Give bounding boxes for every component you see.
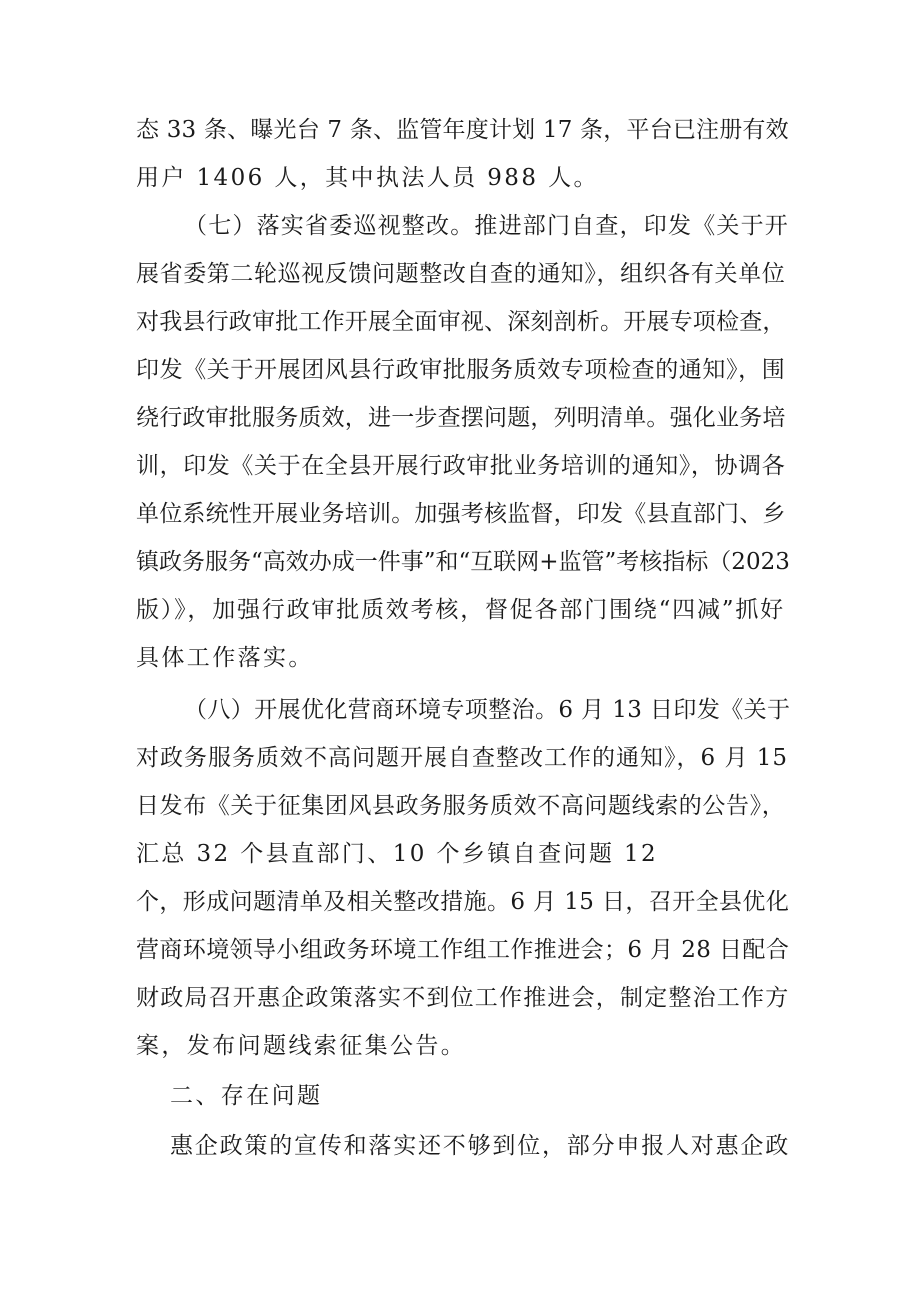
text-line-10: 镇政务服务“高效办成一件事”和“互联网+监管”考核指标（2023 <box>136 549 790 575</box>
text-line-4: 展省委第二轮巡视反馈问题整改自查的通知》，组织各有关单位 <box>136 261 786 287</box>
text-line-9: 单位系统性开展业务培训。加强考核监督，印发《县直部门、乡 <box>136 501 786 527</box>
text-line-18: 营商环境领导小组政务环境工作组工作推进会；6 月 28 日配合 <box>136 937 790 963</box>
section-7-heading-line: （七）落实省委巡视整改。推进部门自查，印发《关于开 <box>184 213 789 239</box>
text-line-19: 财政局召开惠企政策落实不到位工作推进会，制定整治工作方 <box>136 985 790 1011</box>
text-line-7: 绕行政审批服务质效，进一步查摆问题，列明清单。强化业务培 <box>136 405 786 431</box>
text-line-11: 版）》，加强行政审批质效考核，督促各部门围绕“四减”抓好 <box>136 597 785 623</box>
section-2-title: 二、存在问题 <box>170 1083 323 1109</box>
text-line-20: 案，发布问题线索征集公告。 <box>136 1033 467 1059</box>
text-line-5: 对我县行政审批工作开展全面审视、深刻剖析。开展专项检查， <box>136 309 786 335</box>
text-line-12: 具体工作落实。 <box>136 645 314 671</box>
text-line-2: 用户 1406 人，其中执法人员 988 人。 <box>136 165 599 191</box>
text-line-15: 日发布《关于征集团风县政务服务质效不高问题线索的公告》， <box>136 793 786 819</box>
section-8-heading-line: （八）开展优化营商环境专项整治。6 月 13 日印发《关于 <box>184 697 791 723</box>
text-line-6: 印发《关于开展团风县行政审批服务质效专项检查的通知》，围 <box>136 357 786 383</box>
text-line-8: 训，印发《关于在全县开展行政审批业务培训的通知》，协调各 <box>136 453 786 479</box>
text-line-1: 态 33 条、曝光台 7 条、监管年度计划 17 条，平台已注册有效 <box>136 117 789 143</box>
text-line-14: 对政务服务质效不高问题开展自查整改工作的通知》，6 月 15 <box>136 745 789 771</box>
text-line-16: 汇总 32 个县直部门、10 个乡镇自查问题 12 <box>136 841 659 867</box>
text-line-22: 惠企政策的宣传和落实还不够到位，部分申报人对惠企政 <box>170 1133 790 1159</box>
text-line-17: 个，形成问题清单及相关整改措施。6 月 15 日，召开全县优化 <box>136 889 790 915</box>
